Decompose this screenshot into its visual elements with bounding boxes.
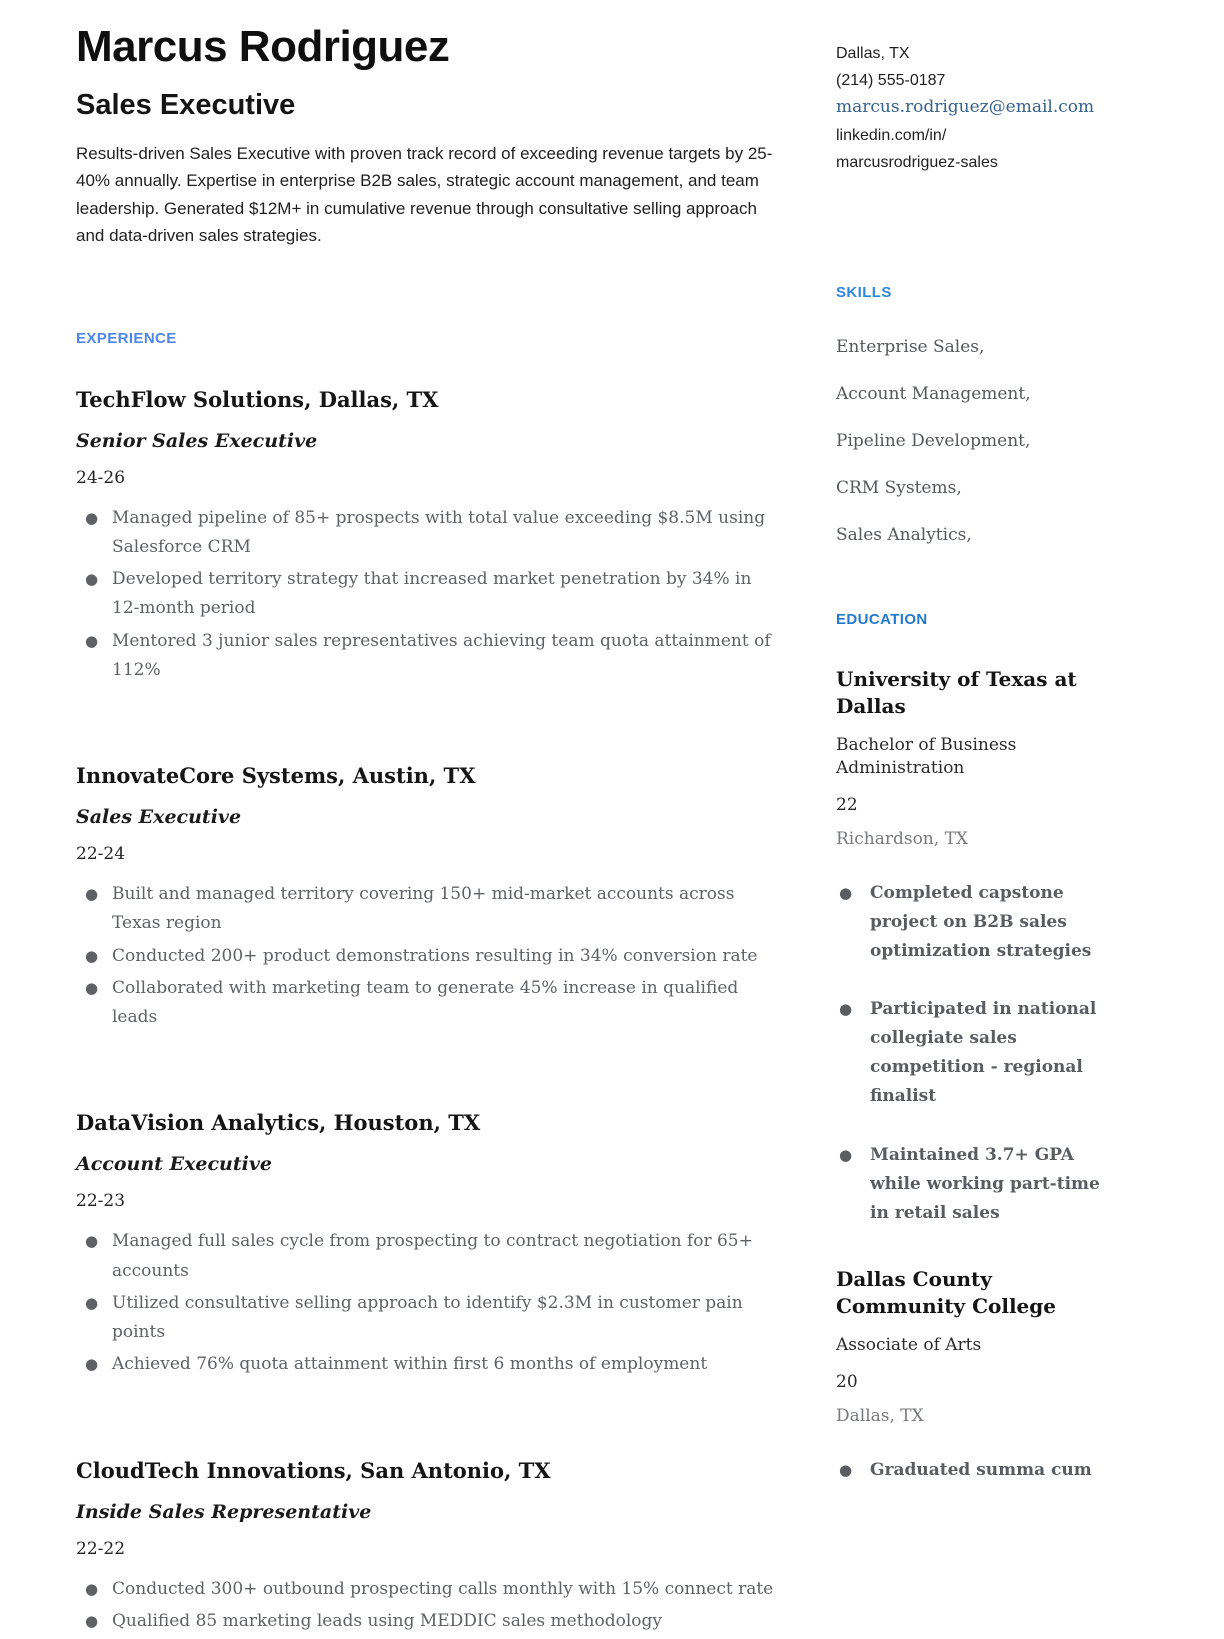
education-bullets bbox=[836, 1456, 1104, 1485]
experience-heading: EXPERIENCE bbox=[76, 329, 177, 347]
bullet-item bbox=[836, 1141, 1104, 1228]
job-dates: 22-22 bbox=[76, 1538, 126, 1559]
bullet-text: Conducted 300+ outbound prospecting calls monthly with 15% connect rate bbox=[112, 1578, 774, 1599]
school-name: Dallas County Community College bbox=[836, 1266, 1056, 1318]
job-role: Sales Executive bbox=[76, 806, 242, 829]
bullet-icon: ● bbox=[85, 978, 99, 997]
contact-phone: (214) 555-0187 bbox=[836, 72, 946, 90]
bullet-text: Managed full sales cycle from prospecting to contract negotiation for 65+ accounts bbox=[112, 1231, 753, 1281]
education-section bbox=[836, 611, 1104, 1485]
bullet-item bbox=[76, 1350, 778, 1379]
job-entry bbox=[76, 1458, 778, 1637]
person-name: Marcus Rodriguez bbox=[76, 22, 450, 71]
bullet-text: Developed territory strategy that increased market penetration by 34% in 12-month period bbox=[112, 569, 752, 619]
email-link[interactable]: marcus.rodriguez@email.com bbox=[836, 97, 1095, 118]
skill-item: CRM Systems, bbox=[836, 477, 962, 498]
graduation-year: 22 bbox=[836, 794, 858, 815]
company-name: CloudTech Innovations, San Antonio, TX bbox=[76, 1457, 551, 1483]
bullet-text: Collaborated with marketing team to generate 45% increase in qualified leads bbox=[112, 977, 739, 1028]
bullet-item bbox=[76, 880, 778, 938]
job-role: Senior Sales Executive bbox=[76, 429, 318, 452]
bullet-text: Managed pipeline of 85+ prospects with total value exceeding $8.5M using Salesforce CRM bbox=[112, 507, 766, 557]
skills-section bbox=[836, 284, 1104, 545]
bullet-text: Mentored 3 junior sales representatives achieving team quota attainment of 112% bbox=[112, 630, 771, 680]
bullet-icon: ● bbox=[839, 1460, 853, 1479]
bullet-text: Completed capstone project on B2B sales optimization strategies bbox=[870, 882, 1092, 961]
bullet-text: Utilized consultative selling approach to identify $2.3M in customer pain points bbox=[112, 1292, 743, 1343]
bullet-icon: ● bbox=[85, 631, 99, 650]
bullet-text: Graduated summa cum bbox=[870, 1459, 1092, 1480]
skills-heading: SKILLS bbox=[836, 283, 892, 301]
linkedin-url-line2: marcusrodriguez-sales bbox=[836, 153, 998, 171]
bullet-item bbox=[76, 627, 778, 685]
bullet-item bbox=[76, 1227, 778, 1285]
bullet-item bbox=[836, 1456, 1104, 1485]
bullet-icon: ● bbox=[85, 1579, 99, 1598]
bullet-text: Maintained 3.7+ GPA while working part-time in retail sales bbox=[870, 1145, 1100, 1223]
contact-location: Dallas, TX bbox=[836, 45, 910, 62]
bullet-item bbox=[836, 879, 1104, 966]
bullet-item bbox=[76, 504, 778, 562]
professional-summary: Results-driven Sales Executive with proven track record of exceeding revenue targets by 25-40% annually. Expertise in enterprise B2B sales, strategic account management, and team leadership. Generated $12M+ in cumulative revenue through consultative selling approach and data-driven sales strategies. bbox=[76, 143, 773, 246]
school-location: Richardson, TX bbox=[836, 828, 969, 849]
bullet-icon: ● bbox=[85, 570, 99, 589]
school-location: Dallas, TX bbox=[836, 1405, 924, 1426]
job-role: Inside Sales Representative bbox=[76, 1500, 372, 1523]
degree: Associate of Arts bbox=[836, 1334, 982, 1355]
job-dates: 24-26 bbox=[76, 467, 126, 488]
experience-section bbox=[76, 330, 778, 1636]
skills-list bbox=[836, 337, 1104, 545]
contact-block bbox=[836, 40, 1104, 176]
bullet-item bbox=[76, 565, 778, 623]
job-bullets bbox=[76, 880, 778, 1032]
education-bullets bbox=[836, 879, 1104, 1228]
job-bullets bbox=[76, 1575, 778, 1637]
company-name: TechFlow Solutions, Dallas, TX bbox=[76, 386, 439, 412]
bullet-text: Achieved 76% quota attainment within first 6 months of employment bbox=[112, 1354, 708, 1375]
bullet-item bbox=[76, 974, 778, 1032]
bullet-text: Participated in national collegiate sales competition - regional finalist bbox=[870, 999, 1097, 1107]
bullet-icon: ● bbox=[85, 1232, 99, 1251]
bullet-icon: ● bbox=[85, 946, 99, 965]
bullet-item bbox=[76, 1575, 778, 1604]
job-bullets bbox=[76, 504, 778, 685]
left-column bbox=[76, 22, 778, 1639]
skill-item: Sales Analytics, bbox=[836, 524, 972, 545]
person-title: Sales Executive bbox=[76, 88, 296, 121]
bullet-text: Conducted 200+ product demonstrations resulting in 34% conversion rate bbox=[112, 945, 758, 966]
job-entry bbox=[76, 387, 778, 685]
job-entry bbox=[76, 1110, 778, 1379]
job-entry bbox=[76, 763, 778, 1032]
school-name: University of Texas at Dallas bbox=[836, 666, 1077, 718]
bullet-item bbox=[836, 995, 1104, 1111]
job-role: Account Executive bbox=[76, 1153, 272, 1176]
bullet-icon: ● bbox=[839, 883, 853, 902]
bullet-icon: ● bbox=[839, 1146, 853, 1165]
graduation-year: 20 bbox=[836, 1371, 858, 1392]
job-dates: 22-24 bbox=[76, 844, 126, 865]
school-entry bbox=[836, 1266, 1104, 1485]
job-dates: 22-23 bbox=[76, 1191, 126, 1212]
bullet-item bbox=[76, 1607, 778, 1636]
bullet-icon: ● bbox=[85, 508, 99, 527]
job-bullets bbox=[76, 1227, 778, 1379]
company-name: InnovateCore Systems, Austin, TX bbox=[76, 763, 476, 789]
skill-item: Pipeline Development, bbox=[836, 430, 1031, 451]
skill-item: Account Management, bbox=[836, 383, 1031, 404]
bullet-item bbox=[76, 942, 778, 971]
bullet-icon: ● bbox=[839, 1000, 853, 1019]
bullet-text: Qualified 85 marketing leads using MEDDIC sales methodology bbox=[112, 1610, 663, 1631]
skill-item: Enterprise Sales, bbox=[836, 336, 985, 357]
bullet-icon: ● bbox=[85, 1611, 99, 1630]
school-entry bbox=[836, 666, 1104, 1228]
education-heading: EDUCATION bbox=[836, 610, 928, 628]
degree: Bachelor of Business Administration bbox=[836, 734, 1017, 778]
bullet-icon: ● bbox=[85, 885, 99, 904]
bullet-icon: ● bbox=[85, 1293, 99, 1312]
bullet-icon: ● bbox=[85, 1355, 99, 1374]
bullet-text: Built and managed territory covering 150+ mid-market accounts across Texas region bbox=[112, 884, 735, 934]
linkedin-url-line1: linkedin.com/in/ bbox=[836, 126, 947, 144]
bullet-item bbox=[76, 1289, 778, 1347]
company-name: DataVision Analytics, Houston, TX bbox=[76, 1110, 481, 1136]
right-column bbox=[836, 22, 1104, 1639]
